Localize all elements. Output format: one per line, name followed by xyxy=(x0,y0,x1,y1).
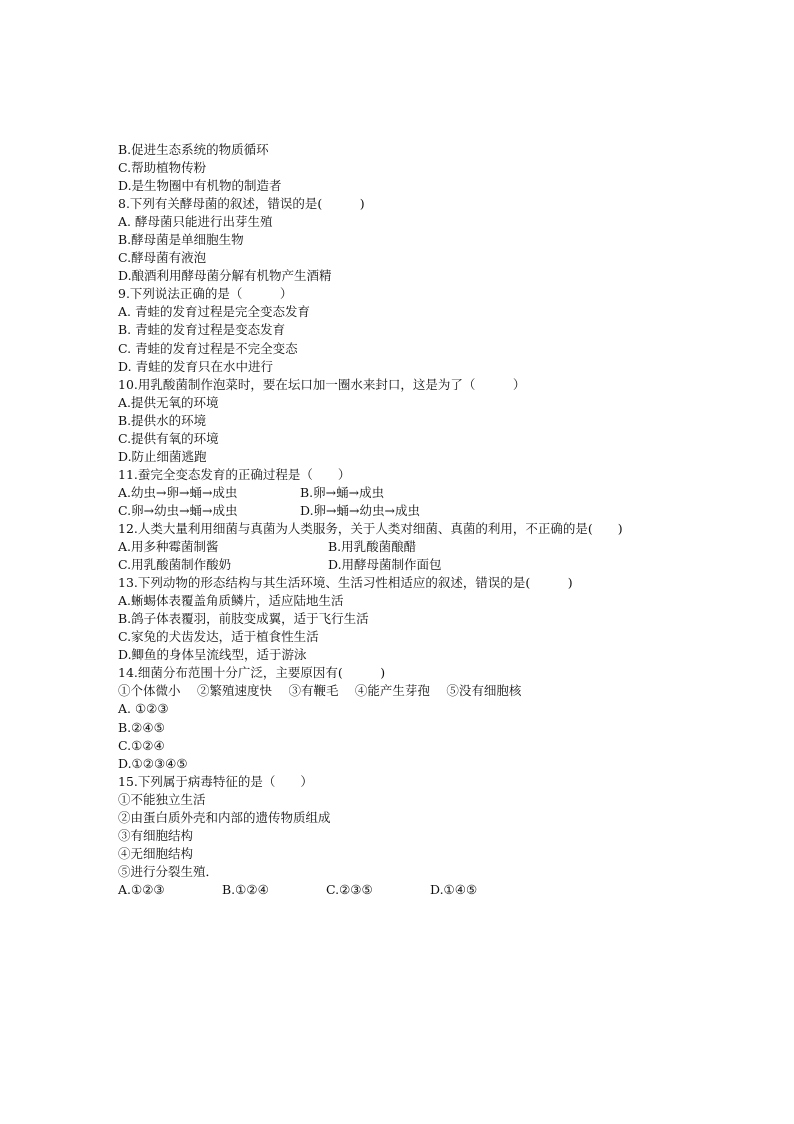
q9-option-d: D. 青蛙的发育只在水中进行 xyxy=(118,358,274,374)
q12-option-d: D.用酵母菌制作面包 xyxy=(328,557,442,573)
q11-options-row-2 xyxy=(118,502,718,520)
q8-option-d: D.酿酒利用酵母菌分解有机物产生酒精 xyxy=(118,268,332,284)
q13-option-b: B.鸽子体表覆羽，前肢变成翼，适于飞行生活 xyxy=(118,611,369,627)
q14-option-a: A. ①②③ xyxy=(118,701,169,717)
q15-item-5: ⑤进行分裂生殖． xyxy=(118,863,219,879)
q10-option-d: D.防止细菌逃跑 xyxy=(118,448,207,464)
q7-option-b: B.促进生态系统的物质循环 xyxy=(118,142,269,157)
q11-option-c: C.卵→幼虫→蛹→成虫 xyxy=(118,502,238,518)
q15-option-c: C.②③⑤ xyxy=(326,881,373,897)
q12-options-row-2 xyxy=(118,556,718,574)
q14-option-c: C.①②④ xyxy=(118,737,165,753)
q12-options-row-1 xyxy=(118,538,718,556)
q13-option-d: D.鲫鱼的身体呈流线型，适于游泳 xyxy=(118,647,307,663)
q14-option-d: D.①②③④⑤ xyxy=(118,755,188,771)
q12-option-b: B.用乳酸菌酿醋 xyxy=(328,539,417,555)
q12-option-c: C.用乳酸菌制作酸奶 xyxy=(118,557,232,573)
q8-stem: 8.下列有关酵母菌的叙述，错误的是( ) xyxy=(118,196,365,212)
q14-stem: 14.细菌分布范围十分广泛，主要原因有( ) xyxy=(118,665,386,681)
q11-options-row-1 xyxy=(118,484,718,502)
q15-item-4: ④无细胞结构 xyxy=(118,845,194,861)
q9-option-a: A. 青蛙的发育过程是完全变态发育 xyxy=(118,304,310,320)
q15-option-d: D.①④⑤ xyxy=(430,881,478,897)
q15-options-row xyxy=(118,881,718,899)
q14-items: ①个体微小 ②繁殖速度快 ③有鞭毛 ④能产生芽孢 ⑤没有细胞核 xyxy=(118,683,522,699)
q11-option-b: B.卵→蛹→成虫 xyxy=(300,484,385,500)
q11-option-d: D.卵→蛹→幼虫→成虫 xyxy=(300,502,420,518)
q15-option-a: A.①②③ xyxy=(118,881,165,897)
q9-option-c: C. 青蛙的发育过程是不完全变态 xyxy=(118,340,298,356)
q15-option-b: B.①②④ xyxy=(222,881,269,897)
q8-option-b: B.酵母菌是单细胞生物 xyxy=(118,232,244,248)
q12-option-a: A.用多种霉菌制酱 xyxy=(118,539,219,555)
q10-stem: 10.用乳酸菌制作泡菜时，要在坛口加一圈水来封口，这是为了（ ） xyxy=(118,376,526,392)
q11-stem: 11.蚕完全变态发育的正确过程是（ ） xyxy=(118,466,351,482)
q8-option-a: A. 酵母菌只能进行出芽生殖 xyxy=(118,214,273,230)
q15-item-1: ①不能独立生活 xyxy=(118,791,206,807)
q15-item-2: ②由蛋白质外壳和内部的遗传物质组成 xyxy=(118,809,331,825)
q7-option-c: C.帮助植物传粉 xyxy=(118,160,207,176)
q14-option-b: B.②④⑤ xyxy=(118,719,165,735)
q12-stem: 12.人类大量利用细菌与真菌为人类服务，关于人类对细菌、真菌的利用，不正确的是( ) xyxy=(118,520,623,536)
q15-stem: 15.下列属于病毒特征的是（ ） xyxy=(118,773,313,789)
q13-option-a: A.蜥蜴体表覆盖角质鳞片，适应陆地生活 xyxy=(118,593,344,609)
q7-option-d: D.是生物圈中有机物的制造者 xyxy=(118,178,282,194)
q9-stem: 9.下列说法正确的是（ ） xyxy=(118,286,293,302)
q10-option-b: B.提供水的环境 xyxy=(118,412,207,428)
q9-option-b: B. 青蛙的发育过程是变态发育 xyxy=(118,322,286,338)
q13-stem: 13.下列动物的形态结构与其生活环境、生活习性相适应的叙述，错误的是( ) xyxy=(118,575,573,591)
q15-item-3: ③有细胞结构 xyxy=(118,827,194,843)
exam-content xyxy=(118,141,718,899)
q13-option-c: C.家兔的犬齿发达，适于植食性生活 xyxy=(118,629,319,645)
q10-option-a: A.提供无氧的环境 xyxy=(118,394,219,410)
q10-option-c: C.提供有氧的环境 xyxy=(118,430,219,446)
q11-option-a: A.幼虫→卵→蛹→成虫 xyxy=(118,484,238,500)
q8-option-c: C.酵母菌有液泡 xyxy=(118,250,207,266)
